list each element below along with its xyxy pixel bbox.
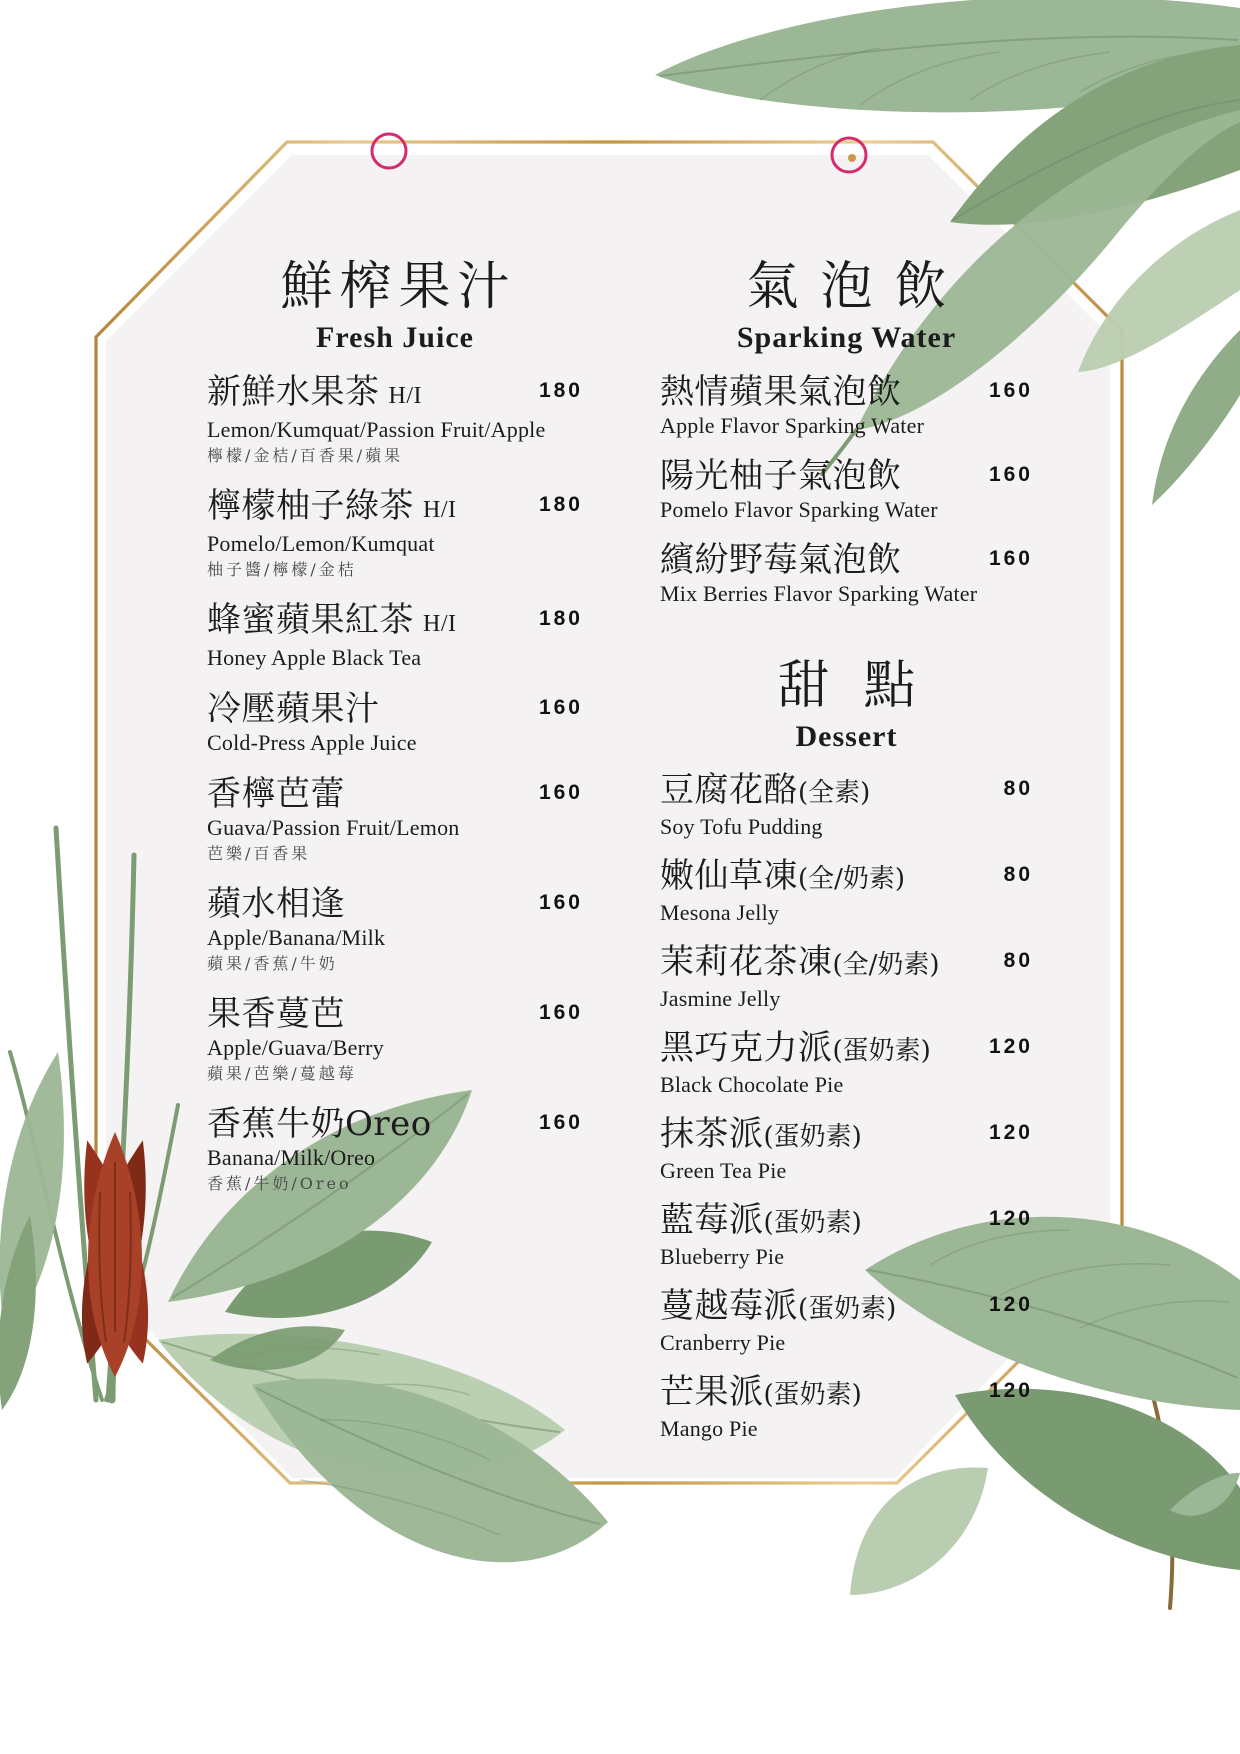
dessert-header	[650, 655, 1043, 754]
menu-item	[207, 371, 583, 468]
item-desc-en: Guava/Passion Fruit/Lemon	[207, 815, 460, 840]
item-name-row	[660, 1027, 1033, 1072]
item-name-row	[207, 371, 583, 417]
menu-item	[207, 688, 583, 756]
item-desc-en: Apple/Guava/Berry	[207, 1035, 384, 1060]
menu-item	[660, 371, 1033, 439]
item-diet-label: (全素)	[798, 778, 871, 808]
fresh-juice-items	[207, 371, 583, 1213]
item-name-zh: 豆腐花酪	[660, 770, 798, 810]
fresh-juice-title-zh: 鮮榨果汁	[280, 257, 517, 317]
item-desc-en: Mix Berries Flavor Sparking Water	[660, 581, 978, 606]
item-name-row	[207, 599, 583, 645]
sparkling-water-title-zh: 氣泡飲	[746, 257, 969, 317]
item-name-row	[660, 371, 1033, 413]
item-name-zh: 抹茶派	[660, 1114, 764, 1154]
item-desc-zh: 檸檬/金桔/百香果/蘋果	[207, 446, 404, 465]
menu-item	[660, 539, 1033, 607]
menu-item	[660, 1113, 1033, 1184]
menu-item	[660, 1371, 1033, 1442]
menu-item	[660, 1285, 1033, 1356]
menu-item	[207, 993, 583, 1086]
item-name-row	[660, 1285, 1033, 1330]
item-price: 80	[1003, 777, 1033, 800]
item-price: 120	[988, 1207, 1033, 1230]
item-desc-en: Honey Apple Black Tea	[207, 645, 422, 670]
menu-item	[660, 769, 1033, 840]
menu-item	[660, 455, 1033, 523]
dessert-title-zh: 甜點	[777, 656, 950, 716]
dessert-title-en: Dessert	[795, 720, 898, 753]
item-price: 180	[538, 493, 583, 516]
item-name-row	[660, 539, 1033, 581]
item-diet-label: (蛋奶素)	[832, 1036, 931, 1066]
item-name-zh: 蜂蜜蘋果紅茶	[207, 600, 414, 640]
item-price: 180	[538, 607, 583, 630]
item-desc-zh: 芭樂/百香果	[207, 844, 311, 863]
item-price: 120	[988, 1379, 1033, 1402]
item-name-row	[660, 769, 1033, 814]
menu-item	[660, 941, 1033, 1012]
item-price: 80	[1003, 949, 1033, 972]
item-name-row	[660, 455, 1033, 497]
fresh-juice-title-en: Fresh Juice	[316, 321, 474, 354]
menu-item	[207, 773, 583, 866]
item-desc-en: Apple/Banana/Milk	[207, 925, 386, 950]
item-diet-label: (蛋奶素)	[763, 1122, 862, 1152]
item-diet-label: (蛋奶素)	[798, 1294, 897, 1324]
item-price: 160	[538, 696, 583, 719]
sparkling-water-title-en: Sparking Water	[736, 321, 957, 354]
item-desc-en: Jasmine Jelly	[660, 986, 781, 1011]
item-name-zh: 香蕉牛奶Oreo	[207, 1104, 432, 1144]
item-name-row	[660, 855, 1033, 900]
item-desc-zh: 蘋果/芭樂/蔓越莓	[207, 1064, 357, 1083]
item-desc-en: Green Tea Pie	[660, 1158, 787, 1183]
sparkling-water-items	[660, 371, 1033, 623]
item-hot-iced-label: H/I	[423, 611, 457, 637]
item-price: 160	[538, 1111, 583, 1134]
item-hot-iced-label: H/I	[423, 497, 457, 523]
item-diet-label: (蛋奶素)	[763, 1380, 862, 1410]
item-name-row	[660, 1113, 1033, 1158]
item-name-row	[207, 993, 583, 1035]
item-name-row	[660, 1199, 1033, 1244]
item-name-zh: 繽紛野莓氣泡飲	[660, 540, 902, 580]
menu-item	[207, 883, 583, 976]
item-name-zh: 新鮮水果茶	[207, 372, 380, 412]
item-name-zh: 蘋水相逢	[207, 884, 345, 924]
menu-item	[660, 1199, 1033, 1270]
item-name-zh: 蔓越莓派	[660, 1286, 798, 1326]
item-name-zh: 藍莓派	[660, 1200, 764, 1240]
item-name-zh: 陽光柚子氣泡飲	[660, 456, 902, 496]
item-price: 80	[1003, 863, 1033, 886]
item-desc-en: Banana/Milk/Oreo	[207, 1145, 376, 1170]
item-desc-zh: 蘋果/香蕉/牛奶	[207, 954, 338, 973]
item-name-zh: 冷壓蘋果汁	[207, 689, 380, 729]
item-desc-en: Pomelo Flavor Sparking Water	[660, 497, 938, 522]
item-name-row	[207, 688, 583, 730]
item-name-zh: 果香蔓芭	[207, 994, 345, 1034]
menu-item	[207, 1103, 583, 1196]
menu-item	[660, 1027, 1033, 1098]
item-name-zh: 嫩仙草凍	[660, 856, 798, 896]
item-diet-label: (全/奶素)	[798, 864, 906, 894]
item-name-row	[660, 941, 1033, 986]
item-name-zh: 熱情蘋果氣泡飲	[660, 372, 902, 412]
item-desc-en: Blueberry Pie	[660, 1244, 785, 1269]
item-price: 120	[988, 1035, 1033, 1058]
item-name-row	[207, 1103, 583, 1145]
item-name-row	[207, 485, 583, 531]
item-price: 160	[538, 781, 583, 804]
item-desc-en: Mesona Jelly	[660, 900, 780, 925]
item-name-zh: 茉莉花茶凍	[660, 942, 833, 982]
fresh-juice-header	[187, 256, 603, 355]
item-desc-en: Apple Flavor Sparking Water	[660, 413, 925, 438]
item-name-zh: 黑巧克力派	[660, 1028, 833, 1068]
item-price: 120	[988, 1293, 1033, 1316]
item-name-zh: 香檸芭蕾	[207, 774, 345, 814]
item-desc-en: Cold-Press Apple Juice	[207, 730, 417, 755]
dessert-items	[660, 769, 1033, 1457]
item-name-row	[207, 773, 583, 815]
item-name-zh: 檸檬柚子綠茶	[207, 486, 414, 526]
item-price: 160	[988, 379, 1033, 402]
item-desc-en: Cranberry Pie	[660, 1330, 786, 1355]
item-hot-iced-label: H/I	[388, 383, 422, 409]
item-name-row	[207, 883, 583, 925]
item-diet-label: (蛋奶素)	[763, 1208, 862, 1238]
item-desc-en: Black Chocolate Pie	[660, 1072, 844, 1097]
menu-item	[207, 485, 583, 582]
item-price: 180	[538, 379, 583, 402]
item-desc-en: Mango Pie	[660, 1416, 758, 1441]
item-diet-label: (全/奶素)	[832, 950, 940, 980]
item-desc-en: Lemon/Kumquat/Passion Fruit/Apple	[207, 417, 546, 442]
item-desc-en: Pomelo/Lemon/Kumquat	[207, 531, 435, 556]
menu-item	[660, 855, 1033, 926]
item-price: 160	[538, 891, 583, 914]
item-price: 160	[538, 1001, 583, 1024]
item-price: 160	[988, 463, 1033, 486]
item-name-zh: 芒果派	[660, 1372, 764, 1412]
item-price: 160	[988, 547, 1033, 570]
item-name-row	[660, 1371, 1033, 1416]
sparkling-water-header	[650, 256, 1043, 355]
item-desc-zh: 柚子醬/檸檬/金桔	[207, 560, 357, 579]
item-desc-zh: 香蕉/牛奶/Oreo	[207, 1174, 352, 1193]
menu-item	[207, 599, 583, 671]
item-price: 120	[988, 1121, 1033, 1144]
item-desc-en: Soy Tofu Pudding	[660, 814, 823, 839]
